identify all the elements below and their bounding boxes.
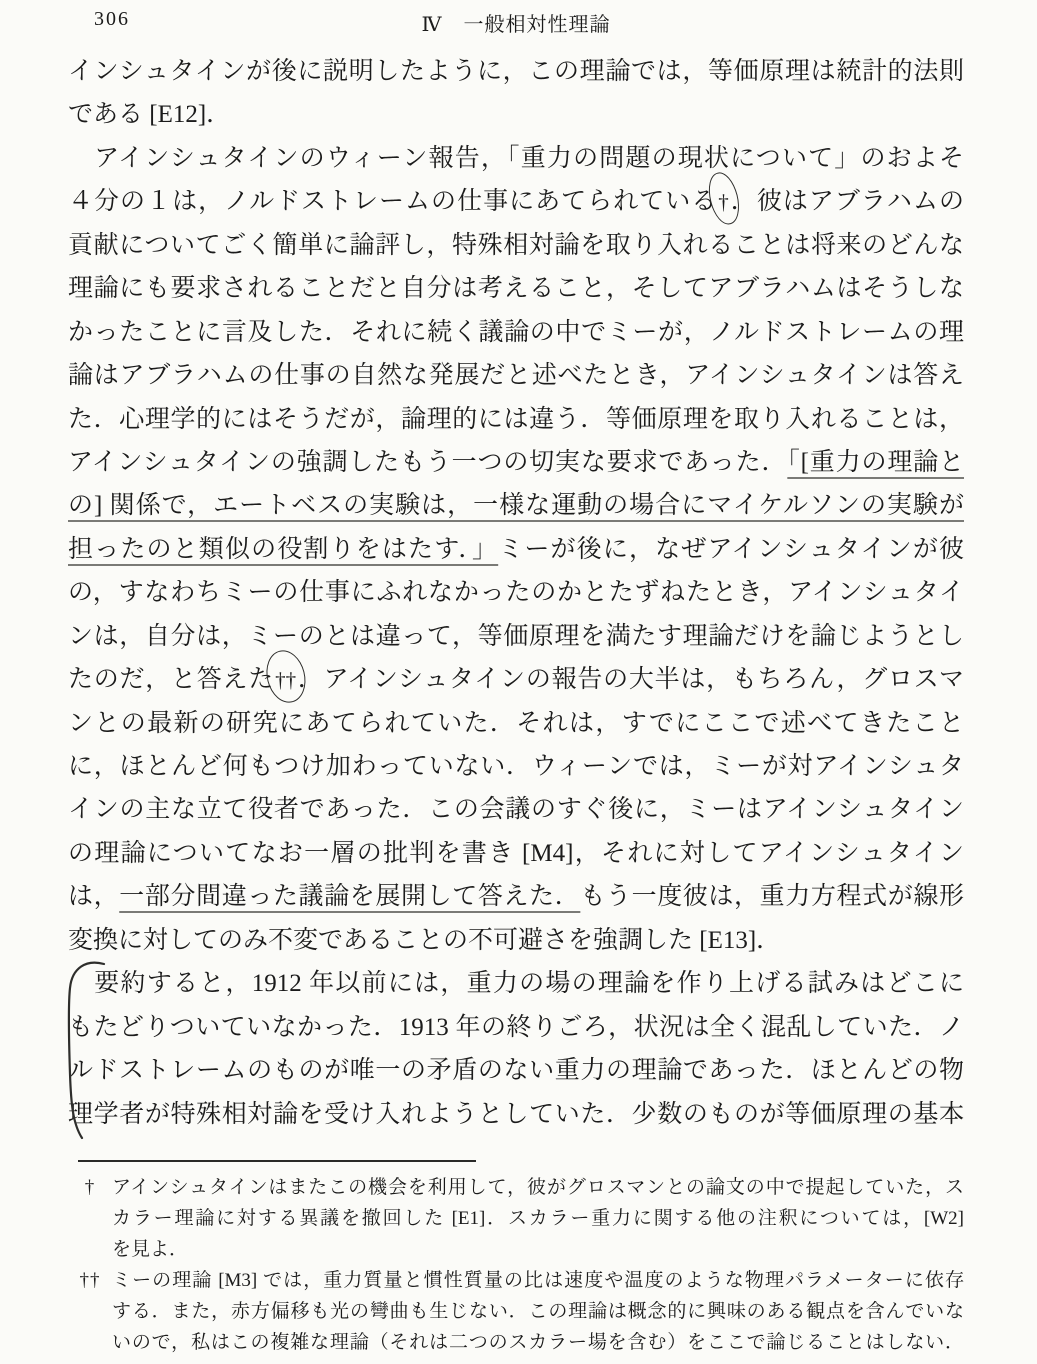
footnote-line: カラー理論に対する異議を撤回した [E1]．スカラー重力に関する他の注釈については，[W2] (112, 1208, 964, 1229)
circled-footnote-marker: †† (274, 659, 297, 702)
text-line (68, 50, 964, 93)
text-line (68, 93, 964, 136)
footnote-line: する．また，赤方偏移も光の彎曲も生じない．この理論は概念的に興味のある観点を含んでいな (112, 1301, 964, 1322)
text-run: ．彼はアブラハムの (729, 188, 964, 216)
text-run: ンは，自分は，ミーのとは違って，等価原理を満たす理論だけを論じようとし (68, 622, 964, 650)
footnote-text (112, 1265, 964, 1358)
footnotes-block (68, 1172, 964, 1358)
underlined-passage: 「[重力の理論と (787, 448, 964, 476)
text-run: インシュタインが後に説明したように，この理論では，等価原理は統計的法則 (68, 58, 964, 85)
footnote (68, 1265, 964, 1358)
text-line (68, 267, 964, 310)
text-run: に，ほとんど何もつけ加わっていない．ウィーンでは，ミーが対アインシュタ (68, 753, 964, 780)
text-run: 貢献についてごく簡単に論評し，特殊相対論を取り入れることは将来のどんな (68, 231, 964, 259)
underlined-passage: 担ったのと類似の役割りをはたす．」 (68, 535, 499, 563)
footnote-separator (78, 1160, 476, 1162)
footnote-marker: †† (79, 1270, 101, 1291)
footnote (68, 1172, 964, 1265)
text-run: の理論についてなお一層の批判を書き [M4]，それに対してアインシュタイン (68, 839, 964, 867)
text-run: インの主な立て役者であった．この会議のすぐ後に，ミーはアインシュタイン (68, 796, 964, 824)
text-line (68, 702, 964, 745)
footnote-line: を見よ． (112, 1239, 189, 1260)
text-line (68, 180, 964, 223)
text-line (68, 1093, 964, 1136)
text-line (68, 615, 964, 658)
text-run: ．アインシュタインの報告の大半は，もちろん，グロスマ (297, 666, 964, 694)
text-line (68, 745, 964, 788)
footnote-text (112, 1172, 964, 1265)
text-run: ルドストレームのものが唯一の矛盾のない重力の理論であった．ほとんどの物 (68, 1057, 964, 1085)
text-line (68, 528, 964, 571)
footnote-line: いので，私はこの複雑な理論（それは二つのスカラー場を含む）をここで論じることはしない． (112, 1332, 964, 1353)
text-line (68, 441, 964, 484)
text-run: の，すなわちミーの仕事にふれなかったのかとたずねたとき，アインシュタイ (68, 579, 964, 607)
text-line (68, 658, 964, 701)
text-line (68, 875, 964, 918)
text-line (68, 484, 964, 527)
text-run: かったことに言及した．それに続く議論の中でミーが，ノルドストレームの理 (68, 318, 964, 346)
text-run: アインシュタインの強調したもう一つの切実な要求であった． (68, 448, 788, 476)
text-line (68, 571, 964, 614)
text-run: は， (68, 883, 120, 911)
text-run: もたどりついていなかった．1913 年の終りごろ，状況は全く混乱していた．ノ (68, 1013, 964, 1041)
text-line (68, 919, 964, 962)
text-run: 変換に対してのみ不変であることの不可避さを強調した [E13]． (68, 926, 782, 954)
text-run: た．心理学的にはそうだが，論理的には違う．等価原理を取り入れることは， (68, 405, 964, 433)
text-run: ４分の１は，ノルドストレームの仕事にあてられている (68, 188, 718, 216)
text-line (68, 1006, 964, 1049)
text-run: 論はアブラハムの仕事の自然な発展だと述べたとき，アインシュタインは答え (68, 362, 964, 390)
text-line (68, 137, 964, 180)
page-number: 306 (94, 8, 130, 30)
underlined-passage: の] 関係で，エートベスの実験は，一様な運動の場合にマイケルソンの実験が (68, 492, 964, 520)
text-line (68, 224, 964, 267)
text-run: 理学者が特殊相対論を受け入れようとしていた．少数のものが等価原理の基本 (68, 1100, 964, 1128)
text-line (68, 962, 964, 1005)
text-line (68, 311, 964, 354)
text-run: アインシュタインのウィーン報告，「重力の問題の現状について」のおよそ (68, 144, 964, 172)
text-line (68, 788, 964, 831)
footnote-line: アインシュタインはまたこの機会を利用して，彼がグロスマンとの論文の中で提起していた，ス (112, 1177, 964, 1198)
text-run: である [E12]． (68, 101, 232, 129)
text-line (68, 398, 964, 441)
footnote-marker: † (84, 1177, 96, 1198)
underlined-passage: 一部分間違った議論を展開して答えた． (119, 883, 581, 911)
text-run: 要約すると，1912 年以前には，重力の場の理論を作り上げる試みはどこに (68, 970, 964, 998)
text-run: ンとの最新の研究にあてられていた．それは，すでにここで述べてきたこと (68, 709, 964, 737)
text-run: たのだ，と答えた (68, 666, 275, 694)
chapter-header: Ⅳ 一般相対性理論 (421, 14, 611, 36)
text-run: もう一度彼は，重力方程式が線形 (580, 883, 964, 911)
text-line (68, 354, 964, 397)
text-line (68, 1049, 964, 1092)
text-run: 理論にも要求されることだと自分は考えること，そしてアブラハムはそうしな (68, 275, 964, 303)
body-text (68, 50, 964, 1136)
text-line (68, 832, 964, 875)
text-run: ミーが後に，なぜアインシュタインが彼 (498, 535, 964, 563)
circled-footnote-marker: † (717, 181, 730, 224)
footnote-line: ミーの理論 [M3] では，重力質量と慣性質量の比は速度や温度のような物理パラメーターに依存 (112, 1270, 964, 1291)
